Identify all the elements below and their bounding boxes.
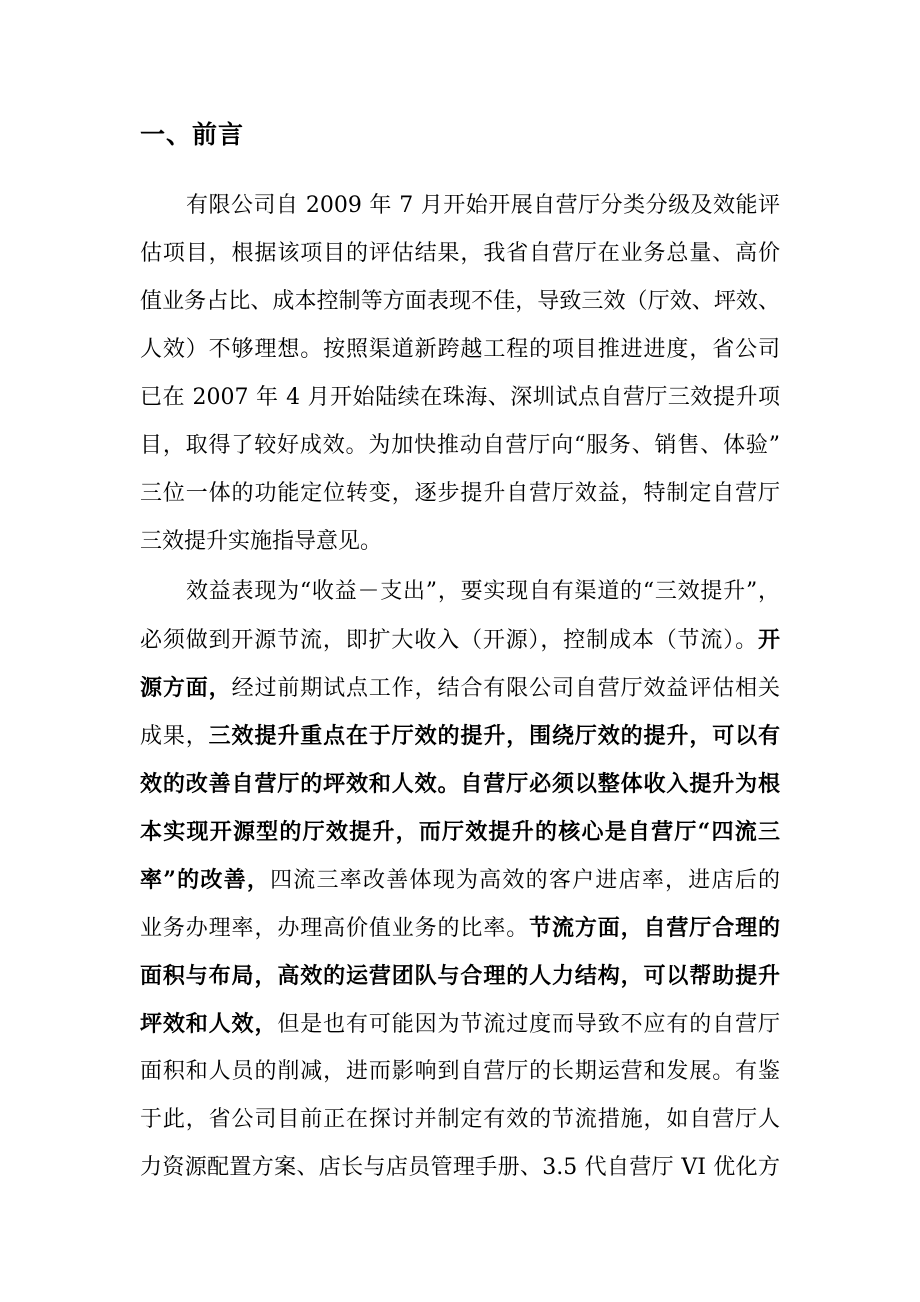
text-line: 三位一体的功能定位转变，逐步提升自营厅效益，特制定自营厅 [140,481,780,506]
text-line: 本实现开源型的厅效提升，而厅效提升的核心是自营厅“四流三 [140,819,780,845]
text-line [140,904,780,952]
text-line: 有限公司自 2009 年 7 月开始开展自营厅分类分级及效能评 [186,193,780,218]
bold-text-run: 坪效和人效， [140,1011,278,1037]
text-line [140,856,780,904]
text-line: 估项目，根据该项目的评估结果，我省自营厅在业务总量、高价 [140,241,780,266]
text-run: 经过前期试点工作，结合有限公司自营厅效益评估相关 [231,676,780,701]
text-run: 必须做到开源节流，即扩大收入（开源），控制成本（节流）。 [140,628,758,653]
text-line: 人效）不够理想。按照渠道新跨越工程的项目推进进度，省公司 [140,337,780,362]
text-line [186,568,780,616]
bold-text-run: 节流方面，自营厅合理的 [529,915,780,941]
text-line: 面积和人员的削减，进而影响到自营厅的长期运营和发展。有鉴 [140,1059,780,1084]
text-line: 于此，省公司目前正在探讨并制定有效的节流措施，如自营厅人 [140,1107,780,1132]
text-run: 但是也有可能因为节流过度而导致不应有的自营厅 [277,1012,780,1037]
text-line: 值业务占比、成本控制等方面表现不佳，导致三效（厅效、坪效、 [140,289,780,314]
text-line [140,712,780,760]
text-run: 四流三率改善体现为高效的客户进店率，进店后的 [270,868,780,893]
text-line: 面积与布局，高效的运营团队与合理的人力结构，可以帮助提升 [140,963,780,989]
text-run: 业务办理率，办理高价值业务的比率。 [140,916,530,941]
text-line [140,1000,780,1048]
text-run: 成果， [140,724,209,749]
bold-text-run: 源方面， [140,675,232,701]
text-line: 三效提升实施指导意见。 [140,529,383,554]
bold-text-run: 率”的改善， [140,867,271,893]
text-line [140,616,780,664]
text-line: 效的改善自营厅的坪效和人效。自营厅必须以整体收入提升为根 [140,771,780,797]
bold-text-run: 开 [757,627,780,653]
bold-text-run: 三效提升重点在于厅效的提升，围绕厅效的提升，可以有 [208,723,780,749]
text-run: 效益表现为“收益－支出”，要实现自有渠道的“三效提升”， [186,579,780,604]
text-line: 力资源配置方案、店长与店员管理手册、3.5 代自营厅 VI 优化方 [140,1155,780,1180]
text-line [140,664,780,712]
text-line: 已在 2007 年 4 月开始陆续在珠海、深圳试点自营厅三效提升项 [140,385,780,410]
section-heading: 一、前言 [140,120,245,149]
text-line: 目，取得了较好成效。为加快推动自营厅向“服务、销售、体验” [140,433,780,458]
